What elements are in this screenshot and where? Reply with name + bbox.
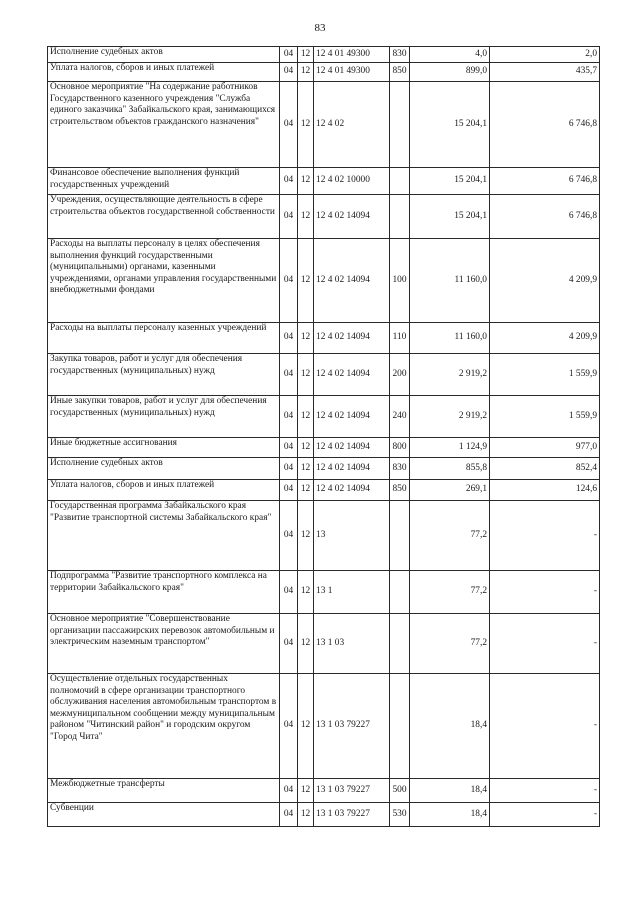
row-amount-executed: 6 746,8: [490, 195, 600, 239]
row-amount-executed: -: [490, 614, 600, 674]
row-expense-type: [390, 674, 410, 779]
row-amount-executed: 1 559,9: [490, 396, 600, 438]
row-subsection-code: 12: [298, 779, 314, 803]
table-row: [48, 803, 600, 827]
row-expense-type: 240: [390, 396, 410, 438]
row-subsection-code: 12: [298, 168, 314, 195]
row-section-code: 04: [280, 63, 298, 82]
row-name: Уплата налогов, сборов и иных платежей: [48, 480, 280, 501]
table-row: [48, 458, 600, 480]
row-subsection-code: 12: [298, 354, 314, 396]
row-amount-executed: 1 559,9: [490, 354, 600, 396]
row-section-code: 04: [280, 396, 298, 438]
row-subsection-code: 12: [298, 47, 314, 63]
row-amount-executed: 2,0: [490, 47, 600, 63]
row-name: Закупка товаров, работ и услуг для обеспечения государственных (муниципальных) нужд: [48, 354, 280, 396]
row-subsection-code: 12: [298, 239, 314, 323]
row-amount-executed: 4 209,9: [490, 239, 600, 323]
row-subsection-code: 12: [298, 674, 314, 779]
table-row: [48, 480, 600, 501]
row-subsection-code: 12: [298, 82, 314, 168]
row-target-article: 12 4 01 49300: [314, 47, 390, 63]
row-expense-type: 800: [390, 438, 410, 458]
row-name: Субвенции: [48, 803, 280, 827]
table-row: [48, 168, 600, 195]
row-expense-type: 850: [390, 480, 410, 501]
row-target-article: 12 4 02 14094: [314, 458, 390, 480]
row-amount-executed: 124,6: [490, 480, 600, 501]
row-expense-type: 850: [390, 63, 410, 82]
row-amount-planned: 855,8: [410, 458, 490, 480]
row-name: Уплата налогов, сборов и иных платежей: [48, 63, 280, 82]
row-amount-planned: 1 124,9: [410, 438, 490, 458]
table-row: [48, 396, 600, 438]
row-amount-planned: 77,2: [410, 571, 490, 614]
row-target-article: 12 4 02 14094: [314, 354, 390, 396]
row-target-article: 13 1: [314, 571, 390, 614]
row-section-code: 04: [280, 803, 298, 827]
table-row: [48, 571, 600, 614]
row-amount-executed: -: [490, 803, 600, 827]
row-target-article: 12 4 02 14094: [314, 396, 390, 438]
row-expense-type: 100: [390, 239, 410, 323]
row-amount-executed: 4 209,9: [490, 323, 600, 354]
row-amount-planned: 18,4: [410, 779, 490, 803]
row-amount-executed: -: [490, 779, 600, 803]
row-section-code: 04: [280, 82, 298, 168]
row-expense-type: [390, 82, 410, 168]
row-target-article: 12 4 02 14094: [314, 239, 390, 323]
row-amount-planned: 11 160,0: [410, 323, 490, 354]
table-row: [48, 354, 600, 396]
row-section-code: 04: [280, 779, 298, 803]
row-subsection-code: 12: [298, 501, 314, 571]
row-target-article: 12 4 02 14094: [314, 438, 390, 458]
row-name: Исполнение судебных актов: [48, 47, 280, 63]
row-amount-executed: 977,0: [490, 438, 600, 458]
table-row: [48, 47, 600, 63]
row-name: Осуществление отдельных государственных полномочий в сфере организации транспортного обслуживания населения автомобильным транспортом в межмуниципальном сообщении между муниципальным районом "Читинский район" и городским округом "Город Чита": [48, 674, 280, 779]
row-name: Учреждения, осуществляющие деятельность в сфере строительства объектов государственной собственности: [48, 195, 280, 239]
table-row: [48, 323, 600, 354]
row-name: Расходы на выплаты персоналу в целях обеспечения выполнения функций государственными (муниципальными) органами, казенными учреждениями, органами управления государственными внебюджетными фондами: [48, 239, 280, 323]
row-expense-type: 500: [390, 779, 410, 803]
row-subsection-code: 12: [298, 63, 314, 82]
row-expense-type: [390, 168, 410, 195]
row-target-article: 13 1 03: [314, 614, 390, 674]
row-name: Межбюджетные трансферты: [48, 779, 280, 803]
row-subsection-code: 12: [298, 614, 314, 674]
row-expense-type: 830: [390, 458, 410, 480]
row-expense-type: 830: [390, 47, 410, 63]
row-amount-planned: 77,2: [410, 501, 490, 571]
row-target-article: 12 4 02 14094: [314, 323, 390, 354]
row-amount-executed: 6 746,8: [490, 82, 600, 168]
row-name: Основное мероприятие "Совершенствование организации пассажирских перевозок автомобильным и электрическим наземным транспортом": [48, 614, 280, 674]
row-expense-type: [390, 571, 410, 614]
table-row: [48, 614, 600, 674]
row-target-article: 12 4 02 10000: [314, 168, 390, 195]
row-target-article: 12 4 02: [314, 82, 390, 168]
row-section-code: 04: [280, 571, 298, 614]
row-section-code: 04: [280, 674, 298, 779]
row-section-code: 04: [280, 195, 298, 239]
row-expense-type: 530: [390, 803, 410, 827]
row-expense-type: [390, 501, 410, 571]
page-number: 83: [314, 22, 326, 34]
row-name: Государственная программа Забайкальского края "Развитие транспортной системы Забайкальского края": [48, 501, 280, 571]
row-section-code: 04: [280, 501, 298, 571]
row-target-article: 12 4 02 14094: [314, 195, 390, 239]
table-body: [48, 47, 600, 827]
row-amount-planned: 269,1: [410, 480, 490, 501]
row-section-code: 04: [280, 480, 298, 501]
row-amount-executed: 6 746,8: [490, 168, 600, 195]
row-amount-executed: 852,4: [490, 458, 600, 480]
row-amount-planned: 15 204,1: [410, 195, 490, 239]
row-subsection-code: 12: [298, 571, 314, 614]
row-subsection-code: 12: [298, 438, 314, 458]
row-name: Иные бюджетные ассигнования: [48, 438, 280, 458]
row-expense-type: [390, 614, 410, 674]
row-expense-type: 110: [390, 323, 410, 354]
row-name: Подпрограмма "Развитие транспортного комплекса на территории Забайкальского края": [48, 571, 280, 614]
table-row: [48, 82, 600, 168]
row-amount-planned: 15 204,1: [410, 82, 490, 168]
row-name: Исполнение судебных актов: [48, 458, 280, 480]
row-subsection-code: 12: [298, 195, 314, 239]
row-target-article: 13 1 03 79227: [314, 674, 390, 779]
row-target-article: 12 4 02 14094: [314, 480, 390, 501]
row-section-code: 04: [280, 239, 298, 323]
row-amount-executed: -: [490, 571, 600, 614]
row-subsection-code: 12: [298, 323, 314, 354]
row-section-code: 04: [280, 438, 298, 458]
table-row: [48, 501, 600, 571]
row-target-article: 13 1 03 79227: [314, 779, 390, 803]
row-amount-planned: 15 204,1: [410, 168, 490, 195]
row-name: Основное мероприятие "На содержание работников Государственного казенного учреждения "Служба единого заказчика" Забайкальского края, занимающихся строительством объектов гражданского назначения": [48, 82, 280, 168]
row-target-article: 12 4 01 49300: [314, 63, 390, 82]
row-amount-executed: -: [490, 501, 600, 571]
row-section-code: 04: [280, 614, 298, 674]
row-target-article: 13: [314, 501, 390, 571]
row-subsection-code: 12: [298, 396, 314, 438]
row-amount-planned: 77,2: [410, 614, 490, 674]
row-amount-executed: 435,7: [490, 63, 600, 82]
row-target-article: 13 1 03 79227: [314, 803, 390, 827]
row-name: Расходы на выплаты персоналу казенных учреждений: [48, 323, 280, 354]
row-subsection-code: 12: [298, 803, 314, 827]
table-row: [48, 779, 600, 803]
row-section-code: 04: [280, 47, 298, 63]
row-section-code: 04: [280, 323, 298, 354]
row-name: Иные закупки товаров, работ и услуг для обеспечения государственных (муниципальных) нужд: [48, 396, 280, 438]
table-row: [48, 239, 600, 323]
table-row: [48, 438, 600, 458]
budget-table: [47, 46, 600, 827]
row-subsection-code: 12: [298, 480, 314, 501]
row-amount-executed: -: [490, 674, 600, 779]
row-amount-planned: 18,4: [410, 674, 490, 779]
row-amount-planned: 899,0: [410, 63, 490, 82]
row-amount-planned: 4,0: [410, 47, 490, 63]
row-expense-type: [390, 195, 410, 239]
table-row: [48, 63, 600, 82]
row-amount-planned: 2 919,2: [410, 396, 490, 438]
row-section-code: 04: [280, 458, 298, 480]
table-row: [48, 674, 600, 779]
row-subsection-code: 12: [298, 458, 314, 480]
row-amount-planned: 2 919,2: [410, 354, 490, 396]
row-name: Финансовое обеспечение выполнения функций государственных учреждений: [48, 168, 280, 195]
row-section-code: 04: [280, 354, 298, 396]
row-amount-planned: 11 160,0: [410, 239, 490, 323]
row-section-code: 04: [280, 168, 298, 195]
row-amount-planned: 18,4: [410, 803, 490, 827]
row-expense-type: 200: [390, 354, 410, 396]
table-row: [48, 195, 600, 239]
